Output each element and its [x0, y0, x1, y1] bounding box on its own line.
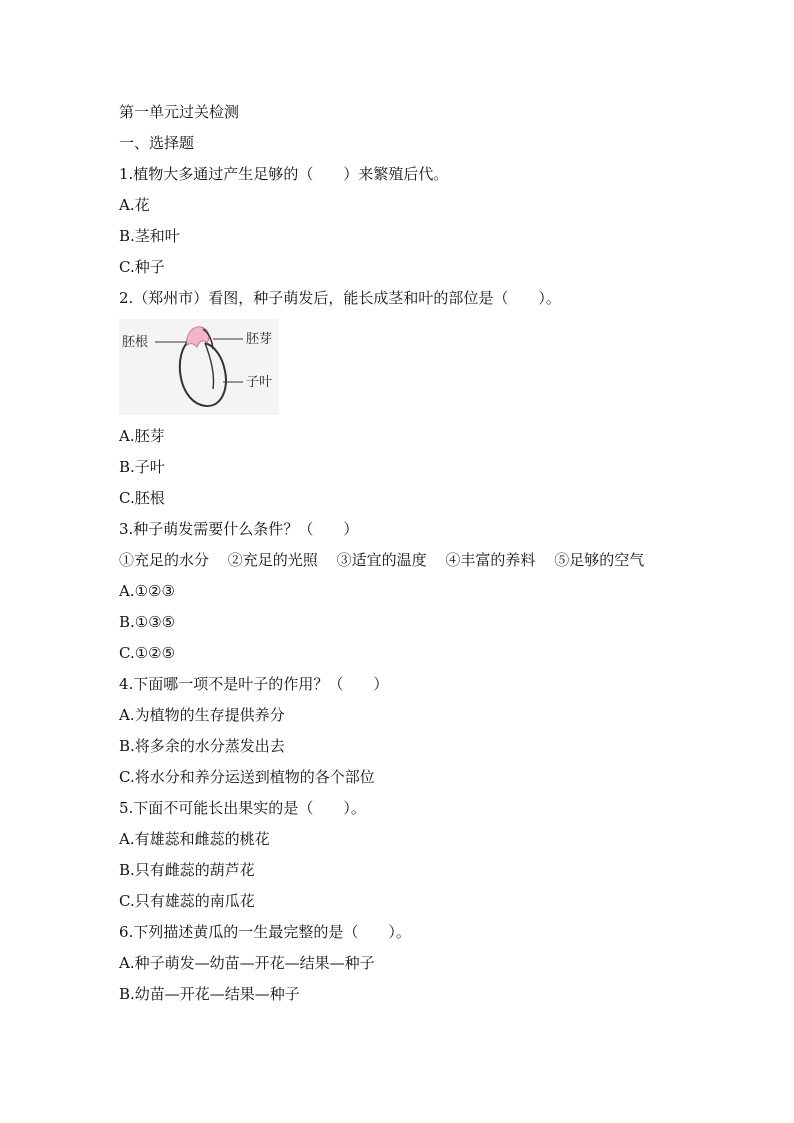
answer-option[interactable]: A.有雄蕊和雌蕊的桃花: [119, 830, 270, 848]
condition-item: ③适宜的温度: [336, 551, 427, 569]
answer-option[interactable]: A.为植物的生存提供养分: [119, 706, 285, 724]
answer-option[interactable]: B.子叶: [119, 458, 165, 476]
section-heading: 一、选择题: [119, 134, 195, 152]
seed-diagram: [119, 319, 279, 415]
question-stem: 2.（郑州市）看图，种子萌发后，能长成茎和叶的部位是（ ）。: [119, 289, 561, 307]
answer-option[interactable]: B.将多余的水分蒸发出去: [119, 737, 285, 755]
answer-option[interactable]: B.茎和叶: [119, 227, 180, 245]
condition-item: ⑤足够的空气: [554, 551, 645, 569]
condition-item: ④丰富的养料: [445, 551, 536, 569]
answer-option[interactable]: A.①②③: [119, 582, 175, 600]
label-plumule: 胚芽: [246, 332, 273, 347]
worksheet: [119, 97, 719, 1010]
answer-option[interactable]: A.花: [119, 196, 150, 214]
answer-option[interactable]: C.只有雄蕊的南瓜花: [119, 892, 255, 910]
question-stem: 3.种子萌发需要什么条件？（ ）: [119, 520, 359, 538]
answer-option[interactable]: A.胚芽: [119, 427, 165, 445]
answer-option[interactable]: C.将水分和养分运送到植物的各个部位: [119, 768, 375, 786]
answer-option[interactable]: B.①③⑤: [119, 613, 176, 631]
question-stem: 1.植物大多通过产生足够的（ ）来繁殖后代。: [119, 165, 449, 183]
answer-option[interactable]: C.胚根: [119, 489, 165, 507]
condition-item: ②充足的光照: [227, 551, 318, 569]
answer-option[interactable]: C.①②⑤: [119, 644, 176, 662]
question-stem: 5.下面不可能长出果实的是（ ）。: [119, 799, 366, 817]
answer-option[interactable]: C.种子: [119, 258, 165, 276]
page-title: 第一单元过关检测: [119, 103, 240, 121]
question-stem: 6.下列描述黄瓜的一生最完整的是（ ）。: [119, 923, 411, 941]
answer-option[interactable]: B.只有雌蕊的葫芦花: [119, 861, 255, 879]
question-stem: 4.下面哪一项不是叶子的作用？（ ）: [119, 675, 389, 693]
answer-option[interactable]: A.种子萌发—幼苗—开花—结果—种子: [119, 954, 375, 972]
answer-option[interactable]: B.幼苗—开花—结果—种子: [119, 985, 300, 1003]
condition-list: [119, 545, 719, 576]
condition-item: ①充足的水分: [119, 551, 210, 569]
label-radicle: 胚根: [122, 335, 149, 350]
label-cotyledon: 子叶: [246, 375, 273, 390]
